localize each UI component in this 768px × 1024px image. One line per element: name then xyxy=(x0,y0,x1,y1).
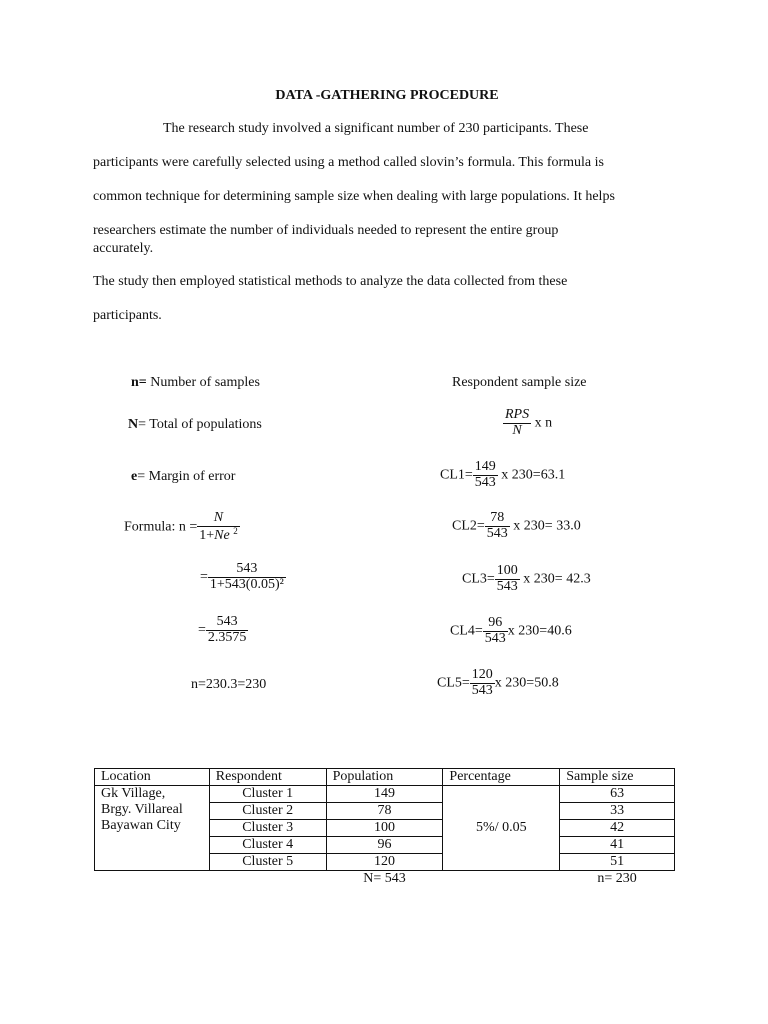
table-row xyxy=(95,786,675,803)
paragraph-line-7: participants. xyxy=(93,308,162,323)
header-percentage: Percentage xyxy=(443,769,560,786)
paragraph-line-4: researchers estimate the number of individuals needed to represent the entire group xyxy=(93,223,559,238)
population-cell: 96 xyxy=(326,837,443,854)
population-cell: 120 xyxy=(326,854,443,871)
header-respondent: Respondent xyxy=(209,769,326,786)
legend-e: e= Margin of error xyxy=(131,469,236,484)
cluster-5-calc: CL5= $\frac{120}{543}$ x 230=50.8 xyxy=(437,667,559,698)
respondent-cell: Cluster 2 xyxy=(209,803,326,820)
sample-cell: 42 xyxy=(560,820,675,837)
population-cell: 78 xyxy=(326,803,443,820)
legend-N: N= Total of populations xyxy=(128,417,262,432)
formula-step-1: = $\frac{543}{\text{1+543(0.05)²}}$ xyxy=(200,561,284,592)
formula-step-2: = $\frac{543}{2.3575}$ xyxy=(198,614,247,645)
legend-n: n= Number of samples xyxy=(131,375,260,390)
formula-result: n=230.3=230 xyxy=(191,677,267,692)
sample-cell: 51 xyxy=(560,854,675,871)
paragraph-line-5: accurately. xyxy=(93,241,154,256)
respondent-cell: Cluster 1 xyxy=(209,786,326,803)
respondent-formula: $\frac{\text{RPS}}{N}$ x n xyxy=(505,407,553,438)
cluster-2-calc: CL2= $\frac{78}{543}$ x 230= 33.0 xyxy=(452,510,581,541)
paragraph-line-6: The study then employed statistical methods to analyze the data collected from these xyxy=(93,274,568,289)
population-cell: 100 xyxy=(326,820,443,837)
table-total-row xyxy=(95,871,675,888)
location-cell: Gk Village, Brgy. Villareal Bayawan City xyxy=(95,786,210,871)
sample-size-table xyxy=(94,768,675,887)
paragraph-line-2: participants were carefully selected using a method called slovin’s formula. This formula is xyxy=(93,155,604,170)
respondent-cell: Cluster 4 xyxy=(209,837,326,854)
respondent-heading: Respondent sample size xyxy=(452,375,587,390)
page-title: DATA -GATHERING PROCEDURE xyxy=(275,88,499,103)
paragraph-line-3: common technique for determining sample size when dealing with large populations. It helps xyxy=(93,189,615,204)
paragraph-line-1: The research study involved a significant number of 230 participants. These xyxy=(163,121,589,136)
respondent-cell: Cluster 5 xyxy=(209,854,326,871)
population-cell: 149 xyxy=(326,786,443,803)
header-population: Population xyxy=(326,769,443,786)
cluster-3-calc: CL3= $\frac{100}{543}$ x 230= 42.3 xyxy=(462,563,591,594)
total-population: N= 543 xyxy=(363,871,406,886)
table-header-row xyxy=(95,769,675,786)
percentage-cell: 5%/ 0.05 xyxy=(443,786,560,871)
total-sample: n= 230 xyxy=(597,871,637,886)
sample-cell: 63 xyxy=(560,786,675,803)
formula-general: Formula: n = $\frac{N}{1+Ne ^2}$ xyxy=(124,510,238,543)
respondent-cell: Cluster 3 xyxy=(209,820,326,837)
header-sample-size: Sample size xyxy=(560,769,675,786)
header-location: Location xyxy=(95,769,210,786)
cluster-1-calc: CL1= $\frac{149}{543}$ x 230=63.1 xyxy=(440,459,566,490)
sample-cell: 33 xyxy=(560,803,675,820)
sample-cell: 41 xyxy=(560,837,675,854)
cluster-4-calc: CL4= $\frac{96}{543}$ x 230=40.6 xyxy=(450,615,572,646)
